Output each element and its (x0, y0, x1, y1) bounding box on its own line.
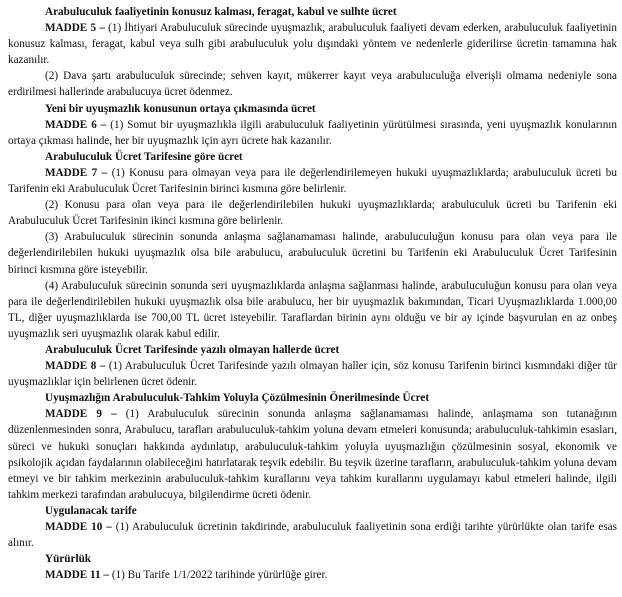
paragraph-text: (1) Arabuluculuk ücretinin takdirinde, arabuluculuk faaliyetinin sona erdiği tarihte yürürlükte olan tarife esas alınır. (8, 521, 617, 550)
paragraph-text: (2) Dava şartı arabuluculuk sürecinde; sehven kayıt, mükerrer kayıt veya arabuluculuğa elverişli olmama nedeniyle sona erdirilmesi hallerinde arabulucuya ücret ödenmez. (8, 70, 617, 99)
article-number: MADDE 7 – (45, 166, 112, 179)
paragraph-text: (1) Arabuluculuk sürecinin sonunda anlaşma sağlanamaması halinde, anlaşmama son tutanağının düzenlenmesinden sonra, Arabulucu, tarafları arabuluculuk-tahkim yoluna devam etmeleri konusunda; arabuluculuk-tahkimin esasları, süreci ve hukuki sonuçları hakkında aydınlatıp, arabuluculuk-tahkim yoluyla uyuşmazlığın çözülmesinin sosyal, ekonomik ve psikolojik açıdan faydalarının olabileceğini hatırlatarak teşvik edebilir. Bu teşvik üzerine tarafların, arabuluculuk-tahkim yoluna devam etmeyi ve bir tahkim merkezinin arabuluculuk-tahkim kurallarını veya tahkim kurallarını uygulamayı kabul etmeleri halinde, ilgili tahkim merkezi tarafından arabulucuya, bilgilendirme ücreti ödenir. (8, 408, 617, 501)
article-number: MADDE 8 – (45, 360, 109, 373)
section-heading: Yürürlük (45, 553, 92, 566)
paragraph-text: (1) İhtiyari Arabuluculuk sürecinde uyuşmazlık, arabuluculuk faaliyeti devam ederken, arabuluculuk faaliyetinin konusuz kalması, feragat, kabul veya sulh gibi arabuluculuk yolu dışındaki yöntem ve nedenlerle giderilirse ücretin tamamına hak kazanılır. (8, 22, 618, 67)
paragraph-text: (1) Somut bir uyuşmazlıkla ilgili arabuluculuk faaliyetinin yürütülmesi sırasında, yeni uyuşmazlık konularının ortaya çıkması halinde, her bir uyuşmazlık için ayrı ücrete hak kazanılır. (8, 118, 617, 147)
article-number: MADDE 10 – (45, 521, 116, 533)
paragraph (8, 406, 617, 503)
section-heading: Uygulanacak tarife (45, 504, 137, 517)
article-number: MADDE 11 – (45, 569, 112, 582)
paragraph (8, 165, 617, 197)
section-heading: Uyuşmazlığın Arabuluculuk-Tahkim Yoluyla Çözülmesinin Önerilmesinde Ücret (45, 392, 430, 405)
article-number: MADDE 5 – (45, 22, 109, 35)
paragraph (8, 567, 617, 583)
section-heading: Arabuluculuk faaliyetinin konusuz kalması, feragat, kabul ve sulhte ücret (45, 6, 397, 18)
paragraph-text: (1) Konusu para olmayan veya para ile değerlendirilemeyen hukuki uyuşmazlıklarda; arabuluculuk ücreti bu Tarifenin eki Arabuluculuk Ücret Tarifesinin birinci kısmına göre belirlenir. (8, 166, 617, 196)
section-heading: Yeni bir uyuşmazlık konusunun ortaya çıkmasında ücret (45, 102, 316, 115)
section-heading: Arabuluculuk Ücret Tarifesinde yazılı olmayan hallerde ücret (45, 343, 340, 356)
paragraph-text: (1) Bu Tarife 1/1/2022 tarihinde yürürlüğe girer. (111, 569, 328, 582)
paragraph-text: (3) Arabuluculuk sürecinin sonunda anlaşma sağlanamaması halinde, arabuluculuğun konusu para olan veya para ile değerlendirilebilen hukuki uyuşmazlık olsa bile arabulucu, arabuluculuk ücretini bu Tarifenin eki Arabuluculuk Ücret Tarifesinin birinci kısmına göre isteyebilir. (8, 231, 617, 276)
paragraph (8, 229, 617, 277)
paragraph (8, 197, 617, 229)
article-number: MADDE 9 – (45, 408, 126, 421)
paragraph (8, 519, 617, 551)
paragraph-text: (4) Arabuluculuk sürecinin sonunda seri uyuşmazlıklarda anlaşma sağlanması halinde, arabuluculuğun konusu para olan veya para ile değerlendirilebilen hukuki uyuşmazlık olsa bile arabulucu, her bir uyuşmazlık bakımından, Ticari Uyuşmazlıklarda 1.000,00 TL, diğer uyuşmazlıklarda ise 700,00 TL ücret isteyebilir. Taraflardan birinin aynı olduğu ve bir ay içinde başvurulan en az onbeş uyuşmazlık seri uyuşmazlık olarak kabul edilir. (8, 279, 617, 340)
section-heading: Arabuluculuk Ücret Tarifesine göre ücret (45, 150, 243, 163)
paragraph (8, 20, 617, 68)
paragraph-text: (2) Konusu para olan veya para ile değerlendirilebilen hukuki uyuşmazlıklarda; arabuluculuk ücreti bu Tarifenin eki Arabuluculuk Ücret Tarifesinin ikinci kısmına göre belirlenir. (8, 199, 617, 228)
paragraph (8, 278, 617, 342)
paragraph (8, 68, 617, 100)
article-number: MADDE 6 – (45, 118, 111, 131)
paragraph-text: (1) Arabuluculuk Ücret Tarifesinde yazılı olmayan haller için, söz konusu Tarifenin birinci kısmındaki diğer tür uyuşmazlıklar için belirlenen ücret ödenir. (8, 360, 617, 389)
paragraph (8, 117, 617, 149)
paragraph (8, 358, 617, 390)
